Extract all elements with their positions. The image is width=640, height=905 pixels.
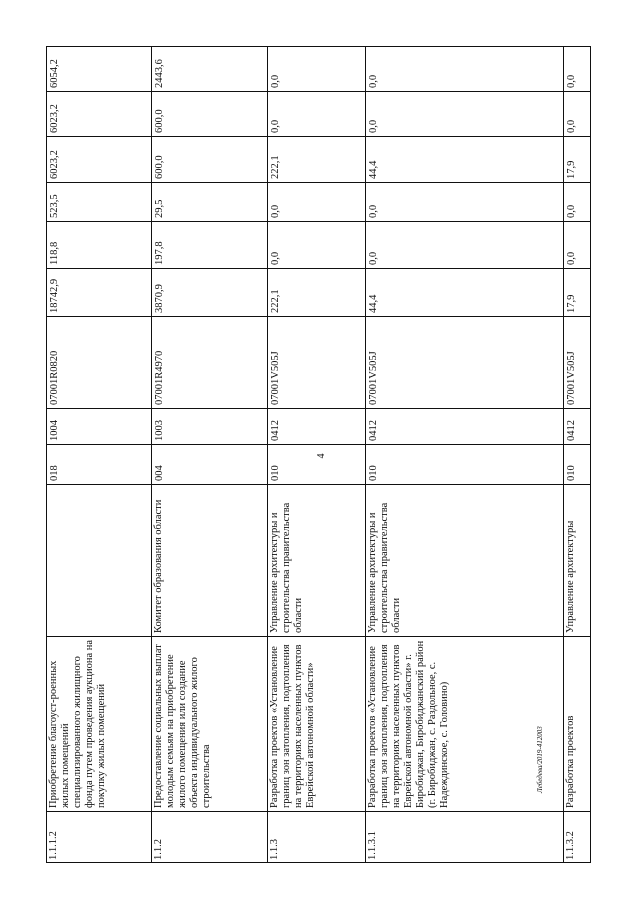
row-name: Разработка проектов [565,715,576,808]
row-total-cell [267,268,365,316]
row-year-3-cell [46,136,151,182]
row-executor: Управление архитектуры и строительства правительства области [367,502,402,633]
row-year-5: 0,0 [270,74,281,88]
row-year-4-cell [46,91,151,136]
row-year-5: 6054,2 [49,59,60,88]
row-target-article: 07001V505J [566,351,577,405]
row-total-cell [151,268,267,316]
row-section: 1003 [154,420,165,441]
row-year-5-cell [151,46,267,91]
table-row [267,46,365,863]
row-grbs: 010 [566,465,577,481]
row-executor [46,484,151,636]
row-grbs-cell [365,444,563,484]
column-separator [46,408,591,409]
row-total-cell [46,268,151,316]
row-section-cell [267,408,365,444]
table-border-right [590,46,591,863]
column-separator [46,182,591,183]
column-separator [46,636,591,637]
row-grbs: 010 [270,465,281,481]
column-separator [46,221,591,222]
row-executor-cell [46,484,151,636]
budget-table [46,46,591,863]
row-code-cell [46,811,151,863]
row-year-5-cell [46,46,151,91]
row-target-article: 07001R0820 [49,350,60,405]
row-executor: Управление архитектуры и строительства правительства области [269,502,304,633]
row-target-article-cell [267,316,365,408]
row-executor-cell [563,484,591,636]
table-row [46,46,151,863]
row-year-4: 0,0 [270,119,281,133]
row-year-5-cell [267,46,365,91]
row-year-4: 600,0 [154,109,165,133]
column-separator [46,316,591,317]
row-section: 1004 [49,420,60,441]
row-target-article: 07001V505J [368,351,379,405]
row-code: 1.1.3 [269,839,280,860]
row-year-1-cell [151,221,267,268]
table-row [563,46,591,863]
row-code-cell [151,811,267,863]
row-year-4-cell [365,91,563,136]
row-separator [563,46,564,863]
row-target-article-cell [365,316,563,408]
row-year-5: 2443,6 [154,59,165,88]
row-year-1: 118,8 [49,241,60,265]
row-grbs: 018 [49,465,60,481]
row-section-cell [46,408,151,444]
row-target-article-cell [563,316,591,408]
row-code: 1.1.3.2 [565,831,576,860]
row-name-cell [46,636,151,811]
row-year-2-cell [267,182,365,221]
row-year-5: 0,0 [368,74,379,88]
row-section: 0412 [368,420,379,441]
row-year-2: 523,5 [49,194,60,218]
row-year-3: 6023,2 [49,150,60,179]
row-target-article: 07001R4970 [154,350,165,405]
row-name: Разработка проектов «Установление границ зон затопления, подтопления на территориях населенных пунктов Еврейской автономной области» [269,644,316,808]
row-year-1-cell [365,221,563,268]
row-target-article-cell [46,316,151,408]
row-grbs-cell [267,444,365,484]
row-total: 17,9 [566,294,577,313]
row-year-2-cell [563,182,591,221]
row-total: 3870,9 [154,284,165,313]
row-code-cell [267,811,365,863]
row-year-2: 0,0 [368,204,379,218]
row-year-1-cell [46,221,151,268]
row-total: 18742,9 [49,278,60,313]
row-section-cell [151,408,267,444]
row-year-3-cell [151,136,267,182]
row-year-1: 0,0 [566,251,577,265]
row-code: 1.1.1.2 [48,831,59,860]
row-year-2: 0,0 [270,204,281,218]
row-year-3-cell [563,136,591,182]
column-separator [46,91,591,92]
row-year-2-cell [365,182,563,221]
row-executor: Комитет образования области [153,499,164,633]
row-section-cell [365,408,563,444]
row-year-5-cell [563,46,591,91]
row-code-cell [563,811,591,863]
row-grbs-cell [151,444,267,484]
row-total-cell [563,268,591,316]
row-year-1: 0,0 [270,251,281,265]
row-executor-cell [151,484,267,636]
row-year-1-cell [563,221,591,268]
row-year-3: 222,1 [270,155,281,179]
row-year-4-cell [151,91,267,136]
row-grbs-cell [563,444,591,484]
row-year-5: 0,0 [566,74,577,88]
row-code: 1.1.2 [153,839,164,860]
row-target-article: 07001V505J [270,351,281,405]
row-executor-cell [365,484,563,636]
column-separator [46,484,591,485]
row-year-1-cell [267,221,365,268]
row-year-4: 0,0 [566,119,577,133]
row-name-cell [365,636,563,811]
row-year-2: 29,5 [154,199,165,218]
row-total: 222,1 [270,289,281,313]
row-name: Разработка проектов «Установление границ зон затопления, подтопления на территориях населенных пунктов Еврейской автономной области» г. Биробиджан, Биробиджанский район (г. Биробиджан, с. Раздольное, с. Надеждинское, с. Головино) [367,640,450,808]
row-year-3: 17,9 [566,160,577,179]
row-year-3-cell [267,136,365,182]
row-section-cell [563,408,591,444]
column-separator [46,268,591,269]
row-executor-cell [267,484,365,636]
table-border-top [46,46,591,47]
row-name-cell [267,636,365,811]
row-total: 44,4 [368,294,379,313]
column-separator [46,444,591,445]
row-year-4: 6023,2 [49,104,60,133]
row-year-2-cell [151,182,267,221]
row-code: 1.1.3.1 [367,831,378,860]
row-year-3: 600,0 [154,155,165,179]
table-row [151,46,267,863]
row-year-4: 0,0 [368,119,379,133]
table-border-left [46,46,47,863]
row-code-cell [365,811,563,863]
row-separator [151,46,152,863]
row-section: 0412 [270,420,281,441]
row-year-4-cell [563,91,591,136]
row-separator [267,46,268,863]
row-separator [365,46,366,863]
row-total-cell [365,268,563,316]
row-name: Приобретение благоуст-роенных жилых помещений специализированного жилищного фонда путем проведения аукциона на покупку жилых помещений [48,639,107,808]
page-number: 4 [316,453,327,459]
row-year-1: 0,0 [368,251,379,265]
row-executor: Управление архитектуры [565,520,576,633]
row-year-3-cell [365,136,563,182]
row-grbs: 010 [368,465,379,481]
row-year-5-cell [365,46,563,91]
row-year-2-cell [46,182,151,221]
row-name-cell [563,636,591,811]
row-grbs: 004 [154,465,165,481]
row-grbs-cell [46,444,151,484]
table-border-bottom [46,862,591,863]
column-separator [46,136,591,137]
row-year-4-cell [267,91,365,136]
row-year-1: 197,8 [154,241,165,265]
column-separator [46,811,591,812]
footer-code: Лебедева/2019-412003 [536,726,544,793]
row-year-2: 0,0 [566,204,577,218]
row-name: Предоставление социальных выплат молодым семьям на приобретение жилого помещения или создание объекта индивидуального жилого строительства [153,644,212,808]
row-name-cell [151,636,267,811]
row-year-3: 44,4 [368,160,379,179]
table-row [365,46,563,863]
row-target-article-cell [151,316,267,408]
row-section: 0412 [566,420,577,441]
